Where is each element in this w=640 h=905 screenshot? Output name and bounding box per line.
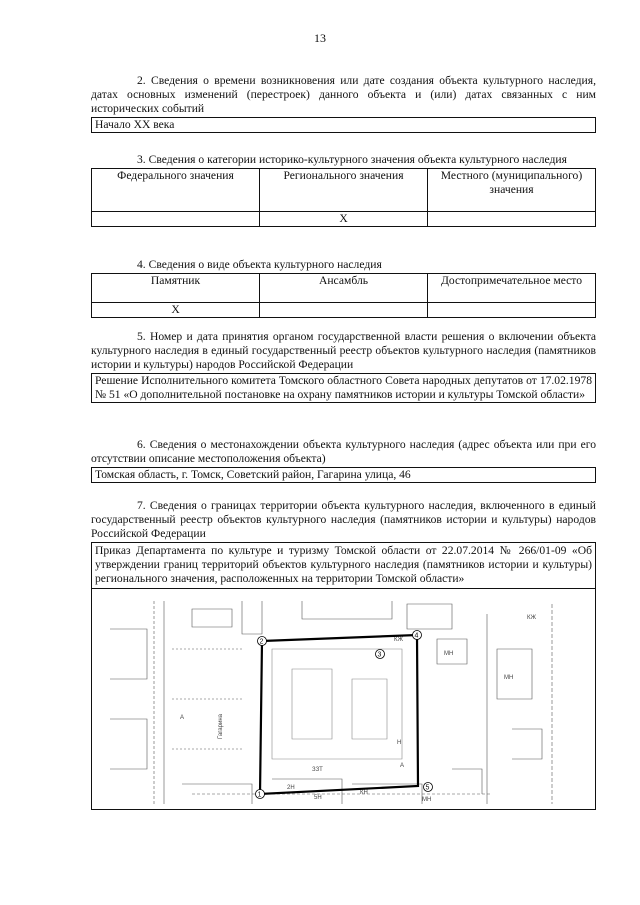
section-4 xyxy=(91,258,596,318)
section-2-value: Начало XX века xyxy=(91,117,596,133)
column-ensemble: Ансамбль xyxy=(260,274,428,303)
mark-landmark xyxy=(428,303,596,318)
type-table-header xyxy=(92,274,596,303)
category-table xyxy=(91,168,596,227)
section-5-value: Решение Исполнительного комитета Томского областного Совета народных депутатов от 17.02.1978 № 51 «О дополнительной постановке на охрану памятников истории и культуры Томской области» xyxy=(91,373,596,403)
map-background-lines xyxy=(110,601,552,804)
map-label: КН xyxy=(360,790,368,796)
mark-regional: X xyxy=(260,212,428,227)
map-label: МН xyxy=(422,797,432,803)
map-label: А xyxy=(400,763,405,769)
map-label: 5Н xyxy=(314,795,322,801)
mark-federal xyxy=(92,212,260,227)
mark-local xyxy=(428,212,596,227)
territory-boundary xyxy=(260,632,419,794)
section-4-heading: 4. Сведения о виде объекта культурного наследия xyxy=(137,258,382,271)
boundary-map xyxy=(91,589,596,810)
map-label: А xyxy=(180,715,185,721)
section-6 xyxy=(91,438,596,483)
section-3 xyxy=(91,153,596,227)
map-label: КЖ xyxy=(394,637,404,643)
column-regional: Регионального значения xyxy=(260,169,428,212)
boundary-points xyxy=(256,631,433,799)
category-table-header xyxy=(92,169,596,212)
boundary-point-label: 1 xyxy=(257,791,262,799)
map-label: МН xyxy=(444,651,454,657)
column-federal: Федерального значения xyxy=(92,169,260,212)
column-landmark: Достопримечательное место xyxy=(428,274,596,303)
map-label: Н xyxy=(397,740,402,746)
mark-monument: X xyxy=(92,303,260,318)
boundary-map-drawing xyxy=(92,589,595,809)
boundary-point-label: 5 xyxy=(425,784,430,792)
section-7 xyxy=(91,499,596,810)
type-table-row xyxy=(92,303,596,318)
mark-ensemble xyxy=(260,303,428,318)
column-monument: Памятник xyxy=(92,274,260,303)
section-2 xyxy=(91,74,596,133)
section-7-value: Приказ Департамента по культуре и туризму Томской области от 22.07.2014 № 266/01-09 «Об утверждении границ территорий объектов культурного наследия (памятников истории и культуры) регионального значения, расположенных на территории Томской области» xyxy=(91,542,596,589)
section-2-heading: 2. Сведения о времени возникновения или дате создания объекта культурного наследия, датах основных изменений (перестроек) данного объекта и (или) датах связанных с ним исторических событий xyxy=(91,74,596,115)
boundary-point-label: 3 xyxy=(377,651,382,659)
boundary-point-label: 4 xyxy=(414,632,419,640)
type-table xyxy=(91,273,596,318)
category-table-row xyxy=(92,212,596,227)
boundary-point-label: 2 xyxy=(259,638,264,646)
map-label: 2Н xyxy=(287,785,295,791)
street-label: Гагарина xyxy=(218,714,224,739)
map-label: КЖ xyxy=(527,615,537,621)
section-7-heading: 7. Сведения о границах территории объекта культурного наследия, включенного в единый государственный реестр объектов культурного наследия (памятников истории и культуры) народов Российской Федерации xyxy=(91,499,596,540)
page-number: 13 xyxy=(314,31,326,45)
section-6-value: Томская область, г. Томск, Советский район, Гагарина улица, 46 xyxy=(91,467,596,483)
section-5 xyxy=(91,330,596,403)
map-labels xyxy=(180,615,536,803)
map-label: ЗЗТ xyxy=(312,767,323,773)
column-local: Местного (муниципального) значения xyxy=(428,169,596,212)
section-3-heading: 3. Сведения о категории историко-культурного значения объекта культурного наследия xyxy=(137,153,567,166)
section-5-heading: 5. Номер и дата принятия органом государственной власти решения о включении объекта культурного наследия в единый государственный реестр объектов культурного наследия (памятников истории и культуры) народов Российской Федерации xyxy=(91,330,596,371)
map-label: МН xyxy=(504,675,514,681)
section-6-heading: 6. Сведения о местонахождении объекта культурного наследия (адрес объекта или при его отсутствии описание местоположения объекта) xyxy=(91,438,596,465)
